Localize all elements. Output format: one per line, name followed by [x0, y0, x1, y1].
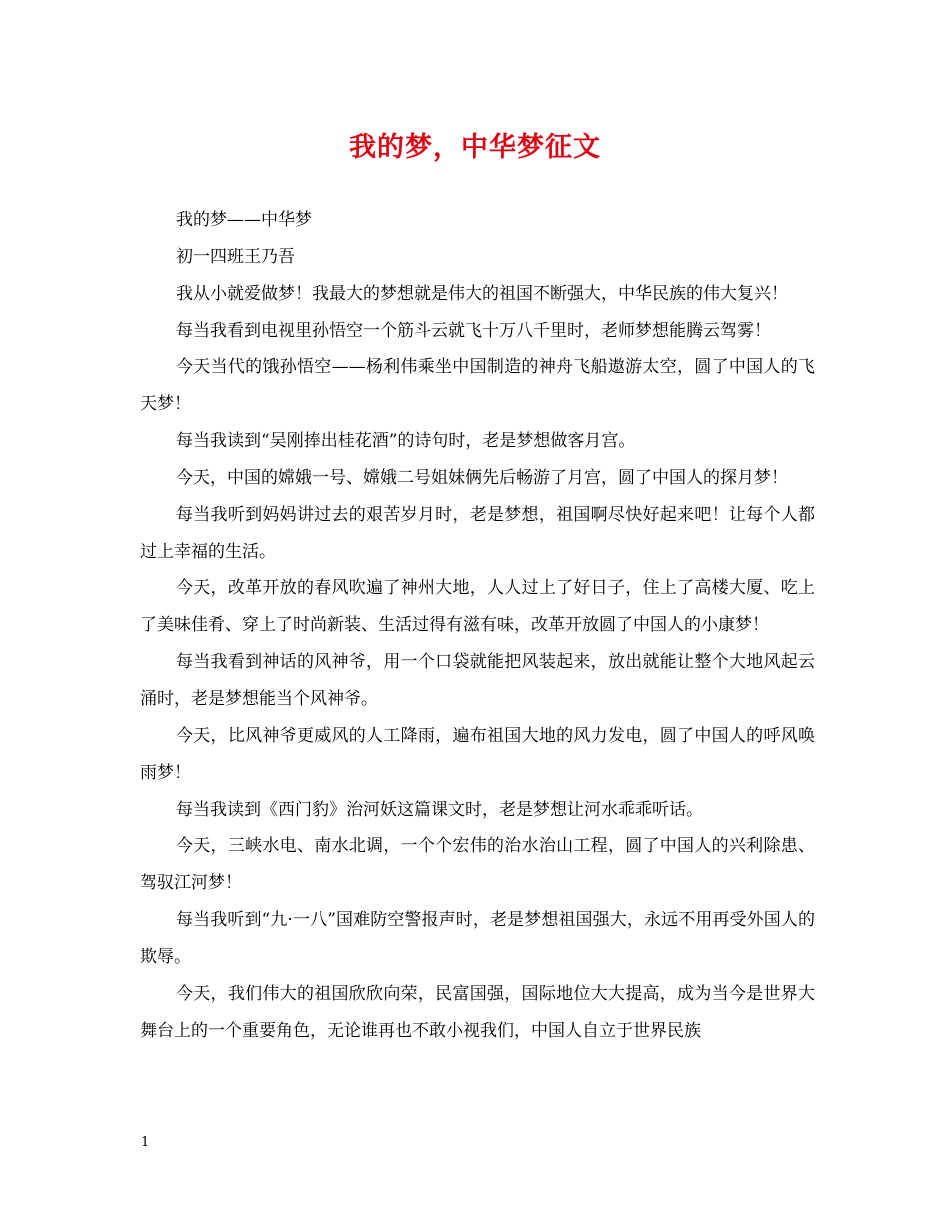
document-title: 我的梦，中华梦征文 [349, 132, 601, 163]
paragraph: 我从小就爱做梦！我最大的梦想就是伟大的祖国不断强大，中华民族的伟大复兴！ [176, 283, 788, 304]
paragraph: 今天，我们伟大的祖国欣欣向荣，民富国强，国际地位大大提高，成为当今是世界大舞台上的一个重要角色，无论谁再也不敢小视我们，中国人自立于世界民族 [140, 983, 815, 1041]
page-number: 1 [141, 1135, 150, 1150]
paragraph: 今天，三峡水电、南水北调，一个个宏伟的治水治山工程，圆了中国人的兴利除患、驾驭江河梦！ [140, 836, 815, 894]
paragraph: 今天，改革开放的春风吹遍了神州大地，人人过上了好日子，住上了高楼大厦、吃上了美味佳肴、穿上了时尚新装、生活过得有滋有味，改革开放圆了中国人的小康梦！ [140, 578, 815, 636]
paragraph: 每当我看到神话的风神爷，用一个口袋就能把风装起来，放出就能让整个大地风起云涌时，老是梦想能当个风神爷。 [140, 652, 815, 709]
paragraph: 每当我听到“九·一八”国难防空警报声时，老是梦想祖国强大，永远不用再受外国人的欺辱。 [140, 910, 815, 967]
paragraph: 初一四班王乃吾 [176, 246, 295, 267]
paragraph: 每当我听到妈妈讲过去的艰苦岁月时，老是梦想，祖国啊尽快好起来吧！让每个人都过上幸福的生活。 [140, 504, 815, 562]
paragraph: 今天当代的饿孙悟空——杨利伟乘坐中国制造的神舟飞船遨游太空，圆了中国人的飞天梦！ [140, 357, 815, 415]
paragraph: 每当我看到电视里孙悟空一个筋斗云就飞十万八千里时，老师梦想能腾云驾雾！ [176, 320, 771, 341]
paragraph: 每当我读到《西门豹》治河妖这篇课文时，老是梦想让河水乖乖听话。 [176, 799, 703, 820]
paragraph: 今天，中国的嫦娥一号、嫦娥二号姐妹俩先后畅游了月宫，圆了中国人的探月梦！ [176, 467, 788, 488]
paragraph: 我的梦——中华梦 [176, 210, 312, 230]
paragraph: 今天，比风神爷更威风的人工降雨，遍布祖国大地的风力发电，圆了中国人的呼风唤雨梦！ [140, 725, 815, 783]
paragraph: 每当我读到“吴刚捧出桂花酒”的诗句时，老是梦想做客月宫。 [176, 431, 636, 452]
document-body [140, 202, 815, 1049]
